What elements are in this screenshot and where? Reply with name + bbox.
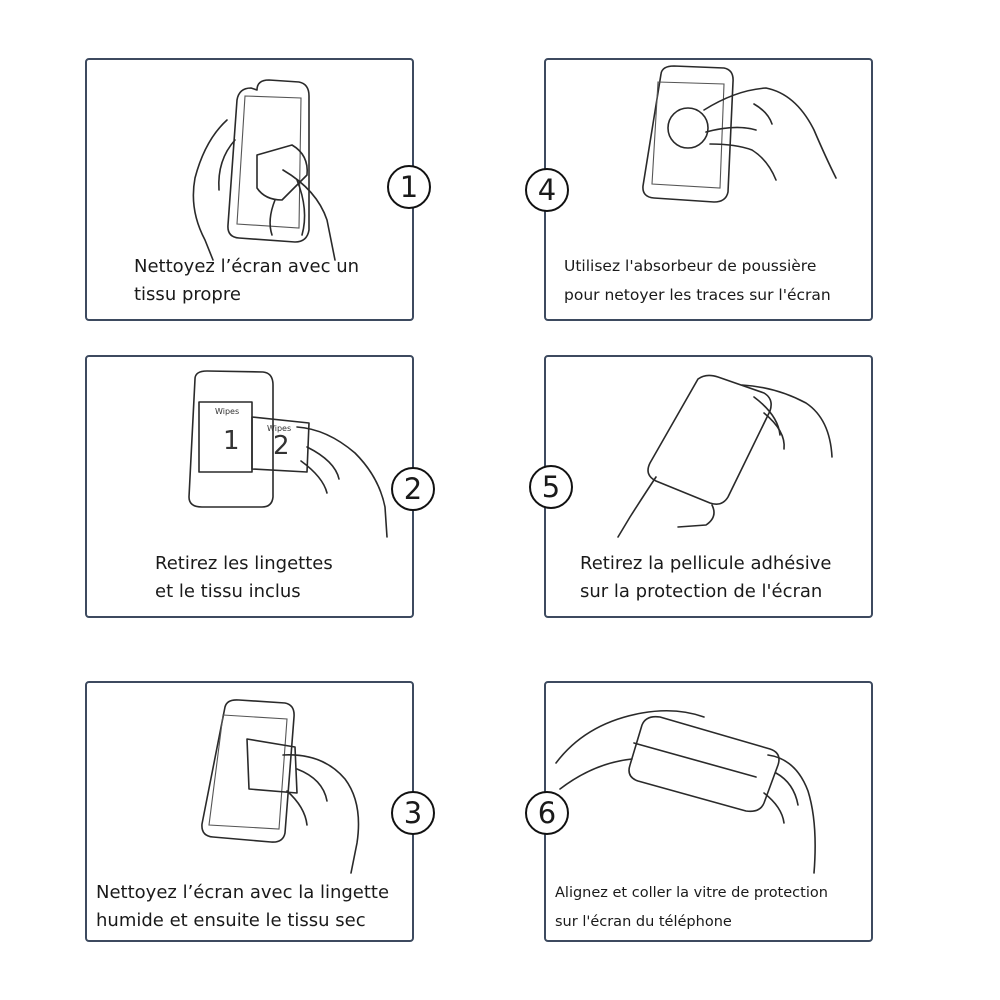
step-number-badge: 2 <box>391 467 435 511</box>
step-caption <box>96 879 389 935</box>
step-5-panel <box>541 355 873 618</box>
caption-line-1: Retirez la pellicule adhésive <box>580 553 832 574</box>
caption-line-1: Alignez et coller la vitre de protection <box>555 885 828 901</box>
step-caption <box>555 879 828 937</box>
step-number-badge: 5 <box>529 465 573 509</box>
step-3-panel <box>85 681 423 942</box>
step-number-badge: 3 <box>391 791 435 835</box>
caption-line-2: tissu propre <box>134 284 241 305</box>
step-4-panel <box>537 58 873 321</box>
caption-line-2: et le tissu inclus <box>155 581 301 602</box>
step-2-panel <box>85 355 423 618</box>
step-number-badge: 1 <box>387 165 431 209</box>
step-number-badge: 4 <box>525 168 569 212</box>
caption-line-1: Utilisez l'absorbeur de poussière <box>564 257 817 275</box>
wipe-number-1: 1 <box>223 426 240 456</box>
step-caption <box>134 253 359 309</box>
caption-line-1: Nettoyez l’écran avec la lingette <box>96 882 390 903</box>
step-1-panel <box>85 58 419 321</box>
wipe-label-2: Wipes <box>267 424 292 433</box>
caption-line-2: pour netoyer les traces sur l'écran <box>564 286 831 304</box>
step-number-badge: 6 <box>525 791 569 835</box>
step-caption <box>580 550 831 606</box>
caption-line-1: Nettoyez l’écran avec un <box>134 256 360 277</box>
caption-line-2: humide et ensuite le tissu sec <box>96 910 366 931</box>
wipe-label-1: Wipes <box>215 407 240 416</box>
caption-line-2: sur la protection de l'écran <box>580 581 823 602</box>
step-caption <box>155 550 333 606</box>
step-caption <box>564 252 831 310</box>
step-6-panel <box>537 681 873 942</box>
caption-line-2: sur l'écran du téléphone <box>555 914 732 930</box>
wipe-number-2: 2 <box>273 431 290 461</box>
caption-line-1: Retirez les lingettes <box>155 553 333 574</box>
